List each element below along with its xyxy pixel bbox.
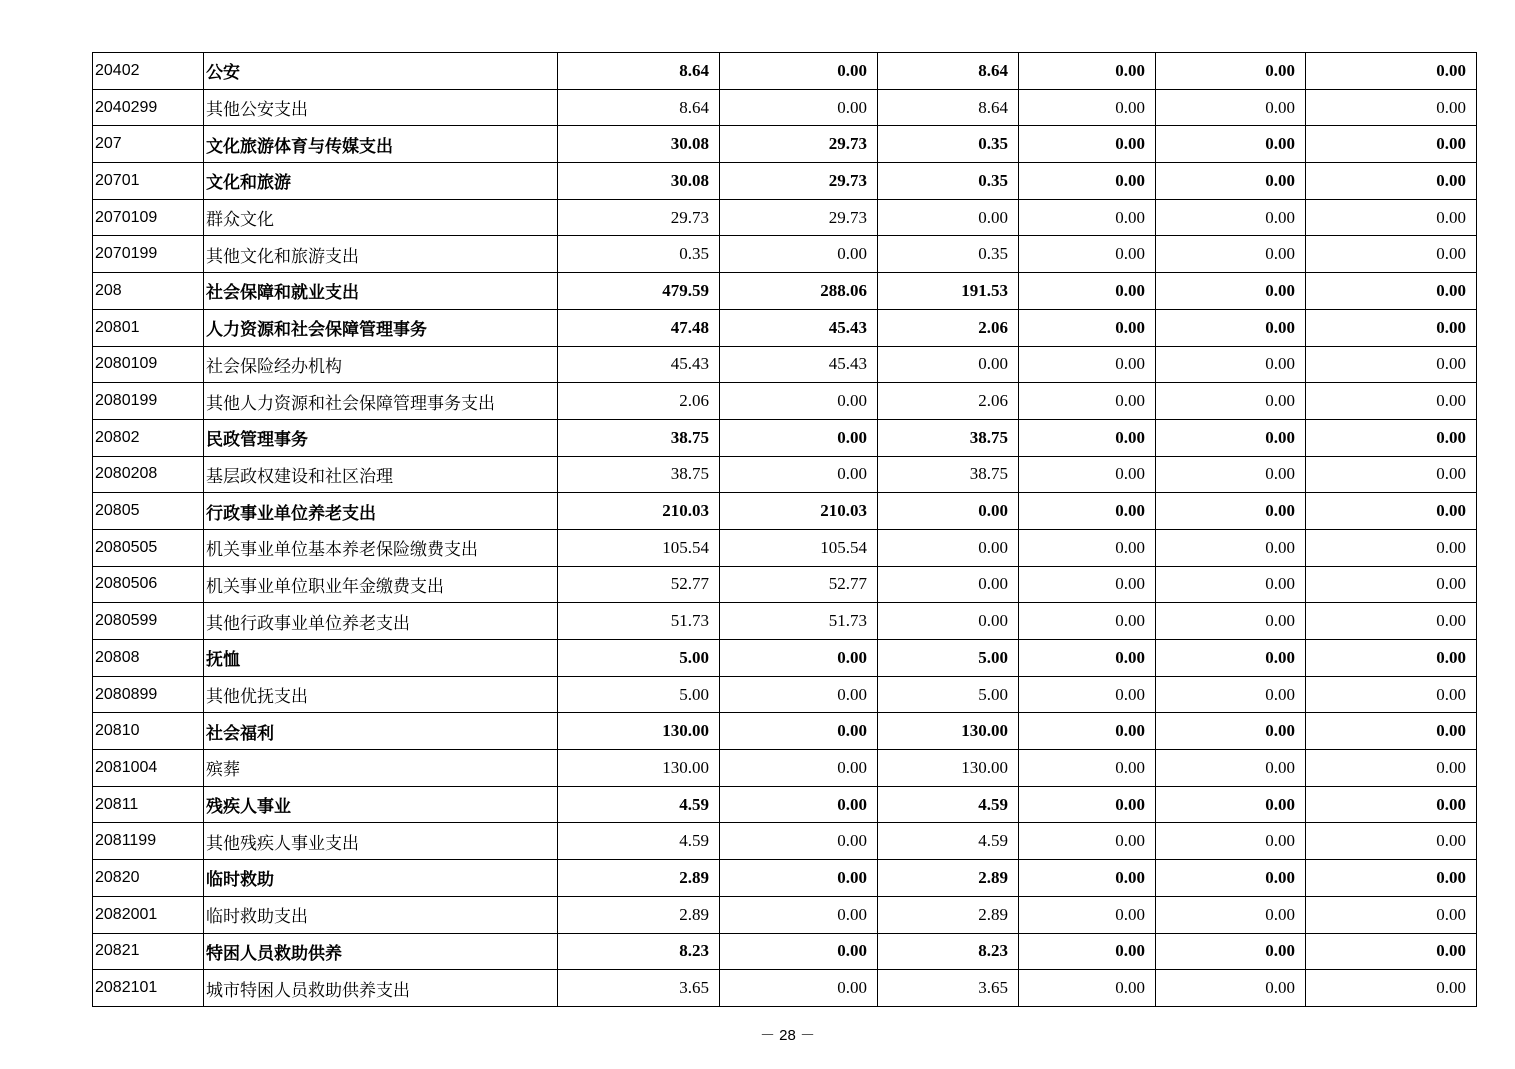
amount-cell: 0.00 [1156, 603, 1306, 640]
amount-cell: 0.00 [720, 970, 878, 1007]
table-row-category [93, 163, 1477, 200]
subject-name-cell: 其他行政事业单位养老支出 [204, 603, 558, 640]
subject-code-cell: 20821 [93, 933, 204, 970]
subject-code-cell: 2081004 [93, 750, 204, 787]
amount-cell: 2.89 [558, 860, 720, 897]
subject-code-cell: 2070109 [93, 199, 204, 236]
amount-cell: 0.00 [1156, 273, 1306, 310]
amount-cell: 0.00 [1019, 273, 1156, 310]
subject-name-cell: 残疾人事业 [204, 786, 558, 823]
amount-cell: 0.00 [1156, 126, 1306, 163]
amount-cell: 0.00 [878, 493, 1019, 530]
amount-cell: 0.00 [1306, 53, 1477, 90]
amount-cell: 0.00 [1156, 163, 1306, 200]
table-row-item [93, 236, 1477, 273]
amount-cell: 47.48 [558, 309, 720, 346]
amount-cell: 0.00 [1156, 309, 1306, 346]
subject-name-cell: 抚恤 [204, 640, 558, 677]
table-row-item [93, 346, 1477, 383]
amount-cell: 2.06 [878, 309, 1019, 346]
amount-cell: 0.00 [1019, 860, 1156, 897]
amount-cell: 5.00 [558, 676, 720, 713]
amount-cell: 2.06 [878, 383, 1019, 420]
amount-cell: 0.00 [1019, 566, 1156, 603]
amount-cell: 4.59 [878, 823, 1019, 860]
amount-cell: 0.00 [878, 199, 1019, 236]
amount-cell: 2.89 [878, 860, 1019, 897]
amount-cell: 8.64 [558, 53, 720, 90]
amount-cell: 45.43 [558, 346, 720, 383]
amount-cell: 2.06 [558, 383, 720, 420]
subject-code-cell: 20801 [93, 309, 204, 346]
table-row-category [93, 860, 1477, 897]
amount-cell: 0.00 [1306, 860, 1477, 897]
amount-cell: 45.43 [720, 309, 878, 346]
subject-code-cell: 2080208 [93, 456, 204, 493]
amount-cell: 0.00 [1306, 750, 1477, 787]
amount-cell: 0.00 [720, 640, 878, 677]
amount-cell: 0.00 [1156, 89, 1306, 126]
amount-cell: 0.00 [1306, 896, 1477, 933]
amount-cell: 0.00 [1019, 493, 1156, 530]
subject-code-cell: 2080109 [93, 346, 204, 383]
amount-cell: 2.89 [558, 896, 720, 933]
subject-name-cell: 行政事业单位养老支出 [204, 493, 558, 530]
amount-cell: 0.00 [1306, 676, 1477, 713]
amount-cell: 0.00 [1156, 970, 1306, 1007]
amount-cell: 0.00 [878, 346, 1019, 383]
amount-cell: 0.00 [1019, 346, 1156, 383]
subject-name-cell: 其他公安支出 [204, 89, 558, 126]
amount-cell: 0.00 [1019, 419, 1156, 456]
amount-cell: 0.00 [1306, 419, 1477, 456]
subject-name-cell: 公安 [204, 53, 558, 90]
subject-name-cell: 机关事业单位基本养老保险缴费支出 [204, 529, 558, 566]
amount-cell: 8.64 [558, 89, 720, 126]
table-row-item [93, 566, 1477, 603]
table-row-category [93, 126, 1477, 163]
subject-code-cell: 2040299 [93, 89, 204, 126]
amount-cell: 288.06 [720, 273, 878, 310]
amount-cell: 0.00 [1019, 970, 1156, 1007]
amount-cell: 4.59 [558, 786, 720, 823]
subject-name-cell: 社会福利 [204, 713, 558, 750]
amount-cell: 38.75 [558, 456, 720, 493]
table-row-item [93, 199, 1477, 236]
amount-cell: 0.00 [1156, 823, 1306, 860]
amount-cell: 0.00 [1306, 163, 1477, 200]
amount-cell: 0.00 [1019, 676, 1156, 713]
amount-cell: 0.00 [1019, 126, 1156, 163]
table-row-item [93, 823, 1477, 860]
amount-cell: 4.59 [558, 823, 720, 860]
amount-cell: 38.75 [878, 419, 1019, 456]
amount-cell: 0.00 [720, 896, 878, 933]
amount-cell: 29.73 [720, 199, 878, 236]
amount-cell: 105.54 [720, 529, 878, 566]
table-row-item [93, 603, 1477, 640]
table-row-item [93, 896, 1477, 933]
amount-cell: 0.00 [1156, 236, 1306, 273]
amount-cell: 52.77 [720, 566, 878, 603]
amount-cell: 5.00 [878, 676, 1019, 713]
amount-cell: 130.00 [558, 713, 720, 750]
amount-cell: 4.59 [878, 786, 1019, 823]
amount-cell: 0.00 [1019, 933, 1156, 970]
amount-cell: 45.43 [720, 346, 878, 383]
amount-cell: 0.00 [720, 676, 878, 713]
subject-code-cell: 20808 [93, 640, 204, 677]
amount-cell: 0.00 [1306, 823, 1477, 860]
subject-code-cell: 2070199 [93, 236, 204, 273]
amount-cell: 38.75 [878, 456, 1019, 493]
amount-cell: 0.00 [720, 823, 878, 860]
subject-code-cell: 207 [93, 126, 204, 163]
amount-cell: 30.08 [558, 163, 720, 200]
amount-cell: 0.00 [1306, 199, 1477, 236]
table-row-category [93, 309, 1477, 346]
amount-cell: 0.00 [1156, 346, 1306, 383]
amount-cell: 0.00 [1306, 273, 1477, 310]
amount-cell: 0.00 [1306, 309, 1477, 346]
amount-cell: 51.73 [558, 603, 720, 640]
amount-cell: 0.00 [1019, 750, 1156, 787]
subject-name-cell: 人力资源和社会保障管理事务 [204, 309, 558, 346]
amount-cell: 0.00 [1156, 383, 1306, 420]
amount-cell: 0.00 [1156, 713, 1306, 750]
table-row-item [93, 970, 1477, 1007]
subject-code-cell: 2080506 [93, 566, 204, 603]
subject-name-cell: 民政管理事务 [204, 419, 558, 456]
amount-cell: 130.00 [878, 750, 1019, 787]
amount-cell: 130.00 [878, 713, 1019, 750]
amount-cell: 0.00 [720, 383, 878, 420]
amount-cell: 8.64 [878, 89, 1019, 126]
amount-cell: 479.59 [558, 273, 720, 310]
subject-name-cell: 其他人力资源和社会保障管理事务支出 [204, 383, 558, 420]
amount-cell: 0.00 [1156, 933, 1306, 970]
table-row-item [93, 89, 1477, 126]
amount-cell: 30.08 [558, 126, 720, 163]
table-body [93, 53, 1477, 1007]
amount-cell: 0.00 [1306, 89, 1477, 126]
amount-cell: 0.35 [878, 236, 1019, 273]
amount-cell: 0.00 [1156, 199, 1306, 236]
amount-cell: 0.00 [1019, 786, 1156, 823]
subject-name-cell: 殡葬 [204, 750, 558, 787]
amount-cell: 0.00 [878, 566, 1019, 603]
page-number: － 28 － [759, 1027, 816, 1044]
amount-cell: 0.00 [720, 933, 878, 970]
amount-cell: 0.00 [1156, 640, 1306, 677]
amount-cell: 210.03 [558, 493, 720, 530]
amount-cell: 210.03 [720, 493, 878, 530]
amount-cell: 51.73 [720, 603, 878, 640]
amount-cell: 0.00 [1156, 750, 1306, 787]
amount-cell: 0.35 [878, 163, 1019, 200]
subject-code-cell: 208 [93, 273, 204, 310]
amount-cell: 0.00 [720, 53, 878, 90]
amount-cell: 38.75 [558, 419, 720, 456]
amount-cell: 8.64 [878, 53, 1019, 90]
amount-cell: 0.00 [1156, 53, 1306, 90]
subject-name-cell: 群众文化 [204, 199, 558, 236]
amount-cell: 0.00 [1306, 529, 1477, 566]
amount-cell: 0.00 [1306, 346, 1477, 383]
amount-cell: 0.00 [1306, 566, 1477, 603]
amount-cell: 0.00 [1019, 896, 1156, 933]
subject-code-cell: 2081199 [93, 823, 204, 860]
subject-name-cell: 临时救助支出 [204, 896, 558, 933]
amount-cell: 5.00 [878, 640, 1019, 677]
subject-name-cell: 文化和旅游 [204, 163, 558, 200]
table-row-item [93, 676, 1477, 713]
amount-cell: 8.23 [878, 933, 1019, 970]
amount-cell: 0.00 [1156, 419, 1306, 456]
amount-cell: 0.00 [1306, 236, 1477, 273]
amount-cell: 8.23 [558, 933, 720, 970]
amount-cell: 0.00 [1306, 456, 1477, 493]
subject-name-cell: 机关事业单位职业年金缴费支出 [204, 566, 558, 603]
subject-name-cell: 文化旅游体育与传媒支出 [204, 126, 558, 163]
amount-cell: 0.00 [1019, 383, 1156, 420]
amount-cell: 0.00 [1019, 53, 1156, 90]
subject-name-cell: 其他优抚支出 [204, 676, 558, 713]
budget-table [92, 52, 1477, 1007]
amount-cell: 0.00 [1306, 603, 1477, 640]
amount-cell: 0.00 [1019, 603, 1156, 640]
amount-cell: 0.00 [1306, 786, 1477, 823]
amount-cell: 0.35 [558, 236, 720, 273]
subject-code-cell: 20811 [93, 786, 204, 823]
amount-cell: 0.00 [878, 603, 1019, 640]
amount-cell: 0.00 [1019, 309, 1156, 346]
amount-cell: 0.00 [1156, 860, 1306, 897]
subject-name-cell: 特困人员救助供养 [204, 933, 558, 970]
amount-cell: 0.00 [1156, 493, 1306, 530]
amount-cell: 0.00 [1306, 933, 1477, 970]
amount-cell: 0.00 [1019, 163, 1156, 200]
amount-cell: 0.00 [1306, 493, 1477, 530]
subject-code-cell: 2080199 [93, 383, 204, 420]
amount-cell: 0.00 [720, 786, 878, 823]
subject-code-cell: 20802 [93, 419, 204, 456]
amount-cell: 191.53 [878, 273, 1019, 310]
amount-cell: 0.00 [720, 456, 878, 493]
amount-cell: 105.54 [558, 529, 720, 566]
table-row-item [93, 456, 1477, 493]
amount-cell: 0.00 [1306, 640, 1477, 677]
subject-code-cell: 2080899 [93, 676, 204, 713]
subject-code-cell: 2080599 [93, 603, 204, 640]
amount-cell: 0.00 [1019, 713, 1156, 750]
amount-cell: 0.00 [1306, 126, 1477, 163]
amount-cell: 0.00 [720, 419, 878, 456]
subject-name-cell: 城市特困人员救助供养支出 [204, 970, 558, 1007]
amount-cell: 0.00 [1019, 236, 1156, 273]
table-row-item [93, 750, 1477, 787]
amount-cell: 52.77 [558, 566, 720, 603]
subject-name-cell: 基层政权建设和社区治理 [204, 456, 558, 493]
amount-cell: 2.89 [878, 896, 1019, 933]
subject-code-cell: 20820 [93, 860, 204, 897]
amount-cell: 0.00 [1019, 823, 1156, 860]
amount-cell: 0.00 [1156, 896, 1306, 933]
amount-cell: 0.00 [1306, 970, 1477, 1007]
subject-code-cell: 2082001 [93, 896, 204, 933]
amount-cell: 0.00 [1156, 566, 1306, 603]
table-row-item [93, 383, 1477, 420]
amount-cell: 29.73 [558, 199, 720, 236]
table-row-category [93, 933, 1477, 970]
amount-cell: 0.00 [878, 529, 1019, 566]
subject-name-cell: 临时救助 [204, 860, 558, 897]
subject-code-cell: 20810 [93, 713, 204, 750]
amount-cell: 0.00 [1306, 713, 1477, 750]
amount-cell: 3.65 [878, 970, 1019, 1007]
amount-cell: 0.00 [720, 860, 878, 897]
amount-cell: 0.00 [1019, 199, 1156, 236]
subject-name-cell: 其他文化和旅游支出 [204, 236, 558, 273]
amount-cell: 0.00 [1156, 786, 1306, 823]
table-row-category [93, 273, 1477, 310]
amount-cell: 3.65 [558, 970, 720, 1007]
amount-cell: 0.35 [878, 126, 1019, 163]
table-row-category [93, 419, 1477, 456]
amount-cell: 0.00 [1156, 529, 1306, 566]
subject-code-cell: 20701 [93, 163, 204, 200]
amount-cell: 0.00 [1156, 676, 1306, 713]
table-row-category [93, 53, 1477, 90]
amount-cell: 0.00 [720, 89, 878, 126]
amount-cell: 0.00 [1019, 89, 1156, 126]
amount-cell: 29.73 [720, 126, 878, 163]
amount-cell: 0.00 [720, 750, 878, 787]
subject-name-cell: 社会保险经办机构 [204, 346, 558, 383]
table-row-category [93, 713, 1477, 750]
table-row-item [93, 529, 1477, 566]
subject-code-cell: 2080505 [93, 529, 204, 566]
amount-cell: 0.00 [1306, 383, 1477, 420]
subject-name-cell: 社会保障和就业支出 [204, 273, 558, 310]
amount-cell: 130.00 [558, 750, 720, 787]
subject-name-cell: 其他残疾人事业支出 [204, 823, 558, 860]
table-row-category [93, 640, 1477, 677]
subject-code-cell: 20402 [93, 53, 204, 90]
amount-cell: 0.00 [1019, 640, 1156, 677]
amount-cell: 0.00 [720, 236, 878, 273]
amount-cell: 0.00 [720, 713, 878, 750]
subject-code-cell: 2082101 [93, 970, 204, 1007]
table-row-category [93, 493, 1477, 530]
table-row-category [93, 786, 1477, 823]
amount-cell: 0.00 [1156, 456, 1306, 493]
subject-code-cell: 20805 [93, 493, 204, 530]
amount-cell: 5.00 [558, 640, 720, 677]
amount-cell: 0.00 [1019, 529, 1156, 566]
amount-cell: 0.00 [1019, 456, 1156, 493]
amount-cell: 29.73 [720, 163, 878, 200]
